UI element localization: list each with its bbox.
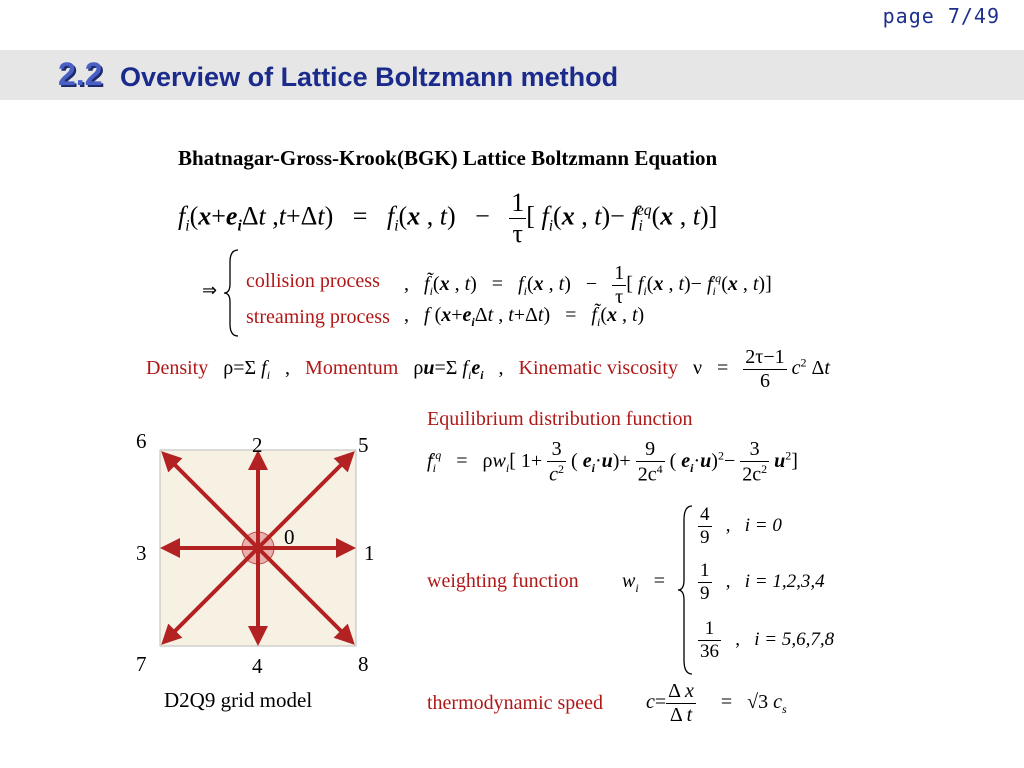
grid-label-3: 3 [136, 541, 147, 565]
weight-condition-0: i = 0 [744, 514, 782, 536]
grid-label-8: 8 [358, 652, 369, 676]
grid-label-5: 5 [358, 433, 369, 457]
viscosity-label: Kinematic viscosity [518, 357, 678, 380]
grid-caption: D2Q9 grid model [164, 688, 313, 712]
section-number: 2.2 [58, 56, 103, 92]
macroscopic-quantities: Density ρ=Σ $f_i$ , Momentum ρu=Σ $f_ie_i$ , Kinematic viscosity ν = $\frac{2\tau-1}{6}$ $c^2$ Δt [146, 346, 830, 392]
grid-label-6: 6 [136, 429, 147, 453]
grid-label-1: 1 [364, 541, 375, 565]
streaming-equation: , f ($x+e_i\Delta t$ , $t+\Delta t) = f̃_i(x$ , t) [404, 304, 645, 329]
speed-label: thermodynamic speed [427, 692, 604, 714]
streaming-label: streaming process [246, 306, 390, 328]
page-number: page 7/49 [882, 4, 1000, 28]
density-label: Density [146, 357, 209, 380]
grid-label-2: 2 [252, 433, 263, 457]
section-title: Overview of Lattice Boltzmann method [120, 62, 619, 92]
implies-arrow: ⇒ [202, 280, 218, 300]
grid-label-7: 7 [136, 652, 147, 676]
weight-row-0: $\frac{4}{9}$ , i = 0 [700, 504, 782, 548]
bgk-equation: $f_i(x+e_i\Delta t$ $,t+\Delta t) = f_i(x$ , t) − $\frac{1}{\tau}$ [ $f_i(x$ , $t)- f_i^{eq}(x$ , t)] [178, 188, 718, 248]
bgk-equation-title: Bhatnagar-Gross-Krook(BGK) Lattice Boltzmann Equation [178, 146, 718, 170]
weight-condition-1: i = 1,2,3,4 [744, 570, 825, 592]
speed-equation: c= $\frac{\text{Δ x}}{\text{Δ t}}$ = √3 $c_s$ [646, 680, 787, 726]
weight-row-2: $\frac{1}{36}$ , i = 5,6,7,8 [700, 618, 835, 662]
weighting-label: weighting function [427, 570, 579, 592]
weights-brace [676, 504, 696, 676]
grid-label-4: 4 [252, 654, 263, 678]
weight-row-1: $\frac{1}{9}$ , i = 1,2,3,4 [700, 560, 825, 604]
equilibrium-label: Equilibrium distribution function [427, 408, 693, 430]
collision-equation: , $f̃_i(x$ , $t) = f_i(x$ , t) − $\frac{1}{\tau}$ [ $f_i(x$ , $t)- f_i^{eq}(x$ , t)] [404, 262, 772, 308]
process-brace [222, 248, 242, 338]
momentum-label: Momentum [305, 357, 399, 380]
weighting-symbol: $w_i$ = [622, 570, 665, 595]
equilibrium-equation: $f_i^{eq} = \rho w_i$[ 1+ $\frac{3}{c^2}$ ( $e_i\cdot u)+$ $\frac{9}{2c^4}$ ( $e_i\cdot u)^2-$ $\frac{3}{2c^2}$ $u^2$] [427, 438, 798, 486]
d2q9-grid-diagram [130, 420, 390, 690]
grid-label-0: 0 [284, 525, 295, 549]
weight-condition-2: i = 5,6,7,8 [754, 628, 835, 650]
collision-label: collision process [246, 270, 380, 292]
